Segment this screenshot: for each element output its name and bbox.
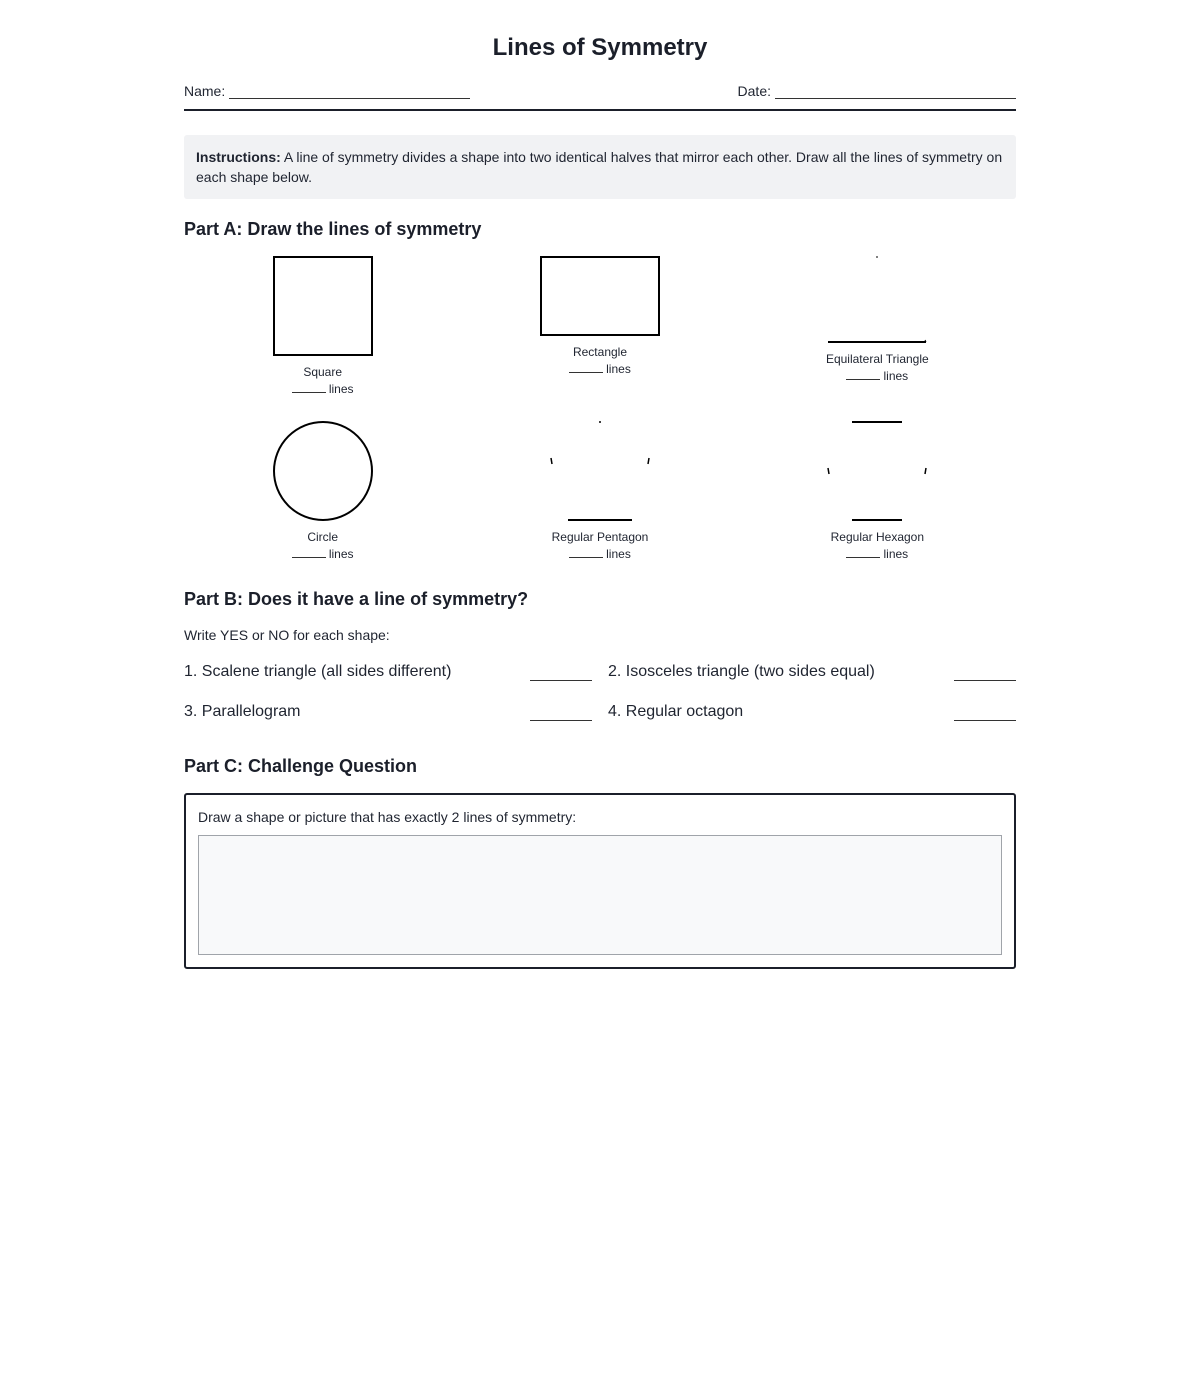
drawing-area[interactable] [198, 835, 1002, 955]
lines-suffix: lines [883, 369, 909, 383]
part-a-title: Part A: Draw the lines of symmetry [184, 219, 482, 239]
shape-label: Regular Pentagon [551, 530, 649, 544]
date-field [738, 83, 1016, 99]
lines-answer [569, 360, 631, 377]
shape-label: Circle [307, 530, 338, 544]
square-figure[interactable] [273, 256, 373, 356]
name-label: Name: [184, 83, 226, 99]
lines-blank[interactable] [292, 380, 326, 393]
lines-answer [569, 545, 631, 562]
lines-blank[interactable] [569, 360, 603, 373]
instructions-label: Instructions: [196, 149, 281, 165]
lines-answer [846, 545, 908, 562]
date-blank[interactable] [775, 83, 1016, 99]
answer-blank[interactable] [954, 668, 1016, 681]
part-c-title: Part C: Challenge Question [184, 756, 418, 776]
lines-suffix: lines [883, 547, 909, 561]
worksheet-page [184, 0, 1016, 969]
date-label: Date: [737, 83, 771, 99]
answer-blank[interactable] [530, 668, 592, 681]
lines-blank[interactable] [846, 545, 880, 558]
shape-label: Equilateral Triangle [825, 352, 929, 366]
name-field [184, 83, 470, 99]
lines-answer [292, 380, 354, 397]
questions-grid [184, 647, 1016, 727]
shape-triangle [739, 256, 1016, 397]
rectangle-figure[interactable] [540, 256, 660, 336]
shape-label: Square [303, 365, 343, 379]
answer-blank[interactable] [530, 708, 592, 721]
challenge-prompt: Draw a shape or picture that has exactly 2 lines of symmetry: [198, 809, 577, 825]
lines-answer [292, 545, 354, 562]
triangle-figure[interactable] [827, 256, 927, 343]
lines-blank[interactable] [569, 545, 603, 558]
question-item [608, 687, 1016, 727]
question-text: 3. Parallelogram [184, 703, 301, 720]
question-text: 2. Isosceles triangle (two sides equal) [608, 663, 875, 680]
shape-label: Regular Hexagon [830, 530, 925, 544]
lines-blank[interactable] [846, 367, 880, 380]
question-text: 1. Scalene triangle (all sides different) [184, 663, 452, 680]
challenge-box [184, 793, 1016, 969]
lines-suffix: lines [606, 547, 631, 561]
question-item [608, 647, 1016, 687]
shape-hexagon [739, 421, 1016, 562]
answer-blank[interactable] [954, 708, 1016, 721]
lines-suffix: lines [606, 362, 631, 376]
lines-suffix: lines [328, 547, 354, 561]
shape-circle [184, 421, 461, 562]
lines-answer [846, 367, 908, 384]
question-item [184, 647, 592, 687]
lines-blank[interactable] [292, 545, 326, 558]
question-item [184, 687, 592, 727]
shapes-grid [184, 256, 1016, 562]
name-date-row [184, 83, 1016, 111]
instructions-box [184, 135, 1016, 199]
lines-suffix: lines [328, 382, 354, 396]
hexagon-figure[interactable] [827, 421, 927, 521]
part-b-title: Part B: Does it have a line of symmetry? [184, 589, 529, 609]
shape-pentagon [461, 421, 738, 562]
instructions-text: A line of symmetry divides a shape into two identical halves that mirror each other. Draw all the lines of symmetry on each shape below. [196, 149, 1003, 185]
page-title: Lines of Symmetry [492, 34, 708, 61]
pentagon-figure[interactable] [550, 421, 650, 521]
circle-figure[interactable] [273, 421, 373, 521]
shape-rectangle [461, 256, 738, 397]
part-b-subtitle: Write YES or NO for each shape: [184, 627, 390, 643]
name-blank[interactable] [229, 83, 470, 99]
shape-square [184, 256, 461, 397]
question-text: 4. Regular octagon [608, 703, 744, 720]
shape-label: Rectangle [572, 345, 628, 359]
